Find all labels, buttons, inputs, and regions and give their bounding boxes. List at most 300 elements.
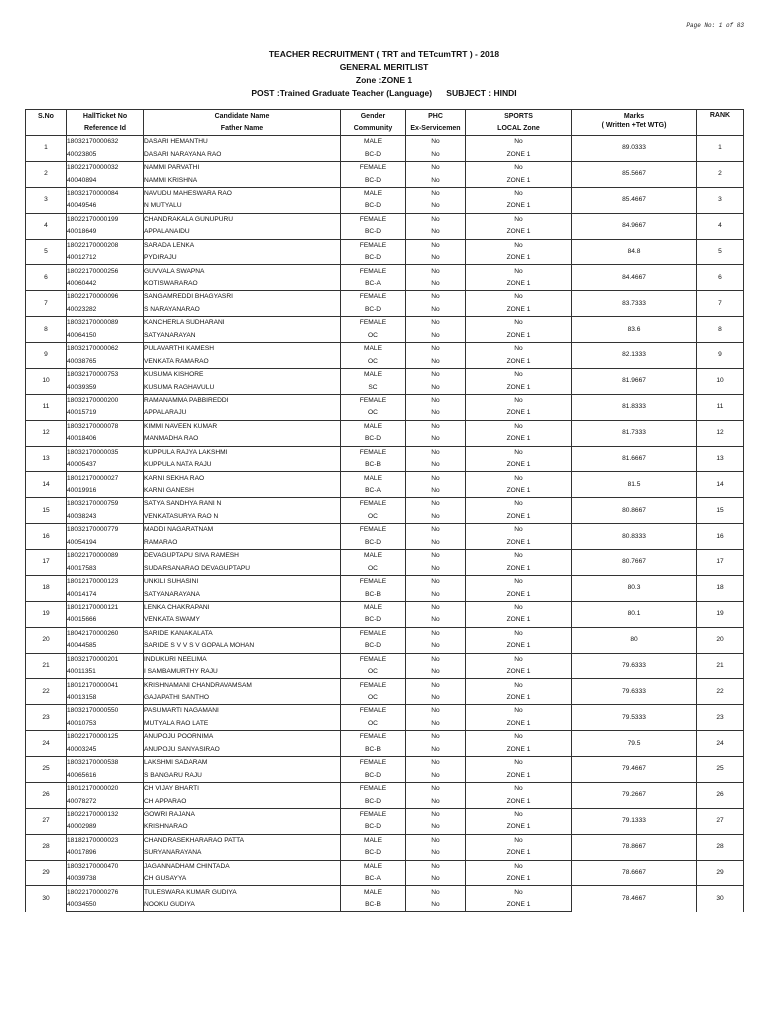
phc-cell: No xyxy=(406,782,466,795)
table-row xyxy=(26,161,744,174)
exservicemen-cell: No xyxy=(406,666,466,679)
candidate-name-cell: ANUPOJU POORNIMA xyxy=(144,731,341,744)
phc-cell: No xyxy=(406,394,466,407)
candidate-name-cell: LAKSHMI SADARAM xyxy=(144,757,341,770)
father-name-cell: ANUPOJU SANYASIRAO xyxy=(144,744,341,757)
col-reference-id-header: Reference Id xyxy=(67,123,144,136)
rank-cell: 5 xyxy=(697,239,744,265)
sno-cell: 12 xyxy=(26,420,67,446)
table-row xyxy=(26,291,744,304)
table-row xyxy=(26,731,744,744)
father-name-cell: SATYANARAYANA xyxy=(144,588,341,601)
candidate-name-cell: RAMANAMMA PABBIREDDI xyxy=(144,394,341,407)
rank-cell: 16 xyxy=(697,524,744,550)
page-number: Page No: 1 of 83 xyxy=(686,22,744,29)
rank-cell: 28 xyxy=(697,834,744,860)
community-cell: BC-D xyxy=(341,174,406,187)
community-cell: OC xyxy=(341,718,406,731)
sno-cell: 7 xyxy=(26,291,67,317)
marks-cell: 78.4667 xyxy=(572,886,697,912)
community-cell: BC-B xyxy=(341,588,406,601)
exservicemen-cell: No xyxy=(406,226,466,239)
phc-cell: No xyxy=(406,136,466,149)
hallticket-cell: 18032170000078 xyxy=(67,420,144,433)
father-name-cell: KUSUMA RAGHAVULU xyxy=(144,381,341,394)
hallticket-cell: 18022170000125 xyxy=(67,731,144,744)
exservicemen-cell: No xyxy=(406,537,466,550)
marks-cell: 81.8333 xyxy=(572,394,697,420)
exservicemen-cell: No xyxy=(406,304,466,317)
candidate-name-cell: TULESWARA KUMAR GUDIYA xyxy=(144,886,341,899)
local-zone-cell: ZONE 1 xyxy=(466,873,572,886)
sports-cell: No xyxy=(466,291,572,304)
hallticket-cell: 18022170000089 xyxy=(67,550,144,563)
community-cell: OC xyxy=(341,692,406,705)
reference-id-cell: 40049546 xyxy=(67,200,144,213)
community-cell: BC-D xyxy=(341,769,406,782)
rank-cell: 13 xyxy=(697,446,744,472)
phc-cell: No xyxy=(406,343,466,356)
sports-cell: No xyxy=(466,860,572,873)
reference-id-cell: 40044585 xyxy=(67,640,144,653)
table-row xyxy=(26,498,744,511)
reference-id-cell: 40023282 xyxy=(67,304,144,317)
reference-id-cell: 40013158 xyxy=(67,692,144,705)
candidate-name-cell: CHANDRAKALA GUNUPURU xyxy=(144,213,341,226)
father-name-cell: NOOKU GUDIYA xyxy=(144,899,341,912)
sno-cell: 10 xyxy=(26,368,67,394)
reference-id-cell: 40003245 xyxy=(67,744,144,757)
father-name-cell: DASARI NARAYANA RAO xyxy=(144,148,341,161)
community-cell: BC-B xyxy=(341,459,406,472)
candidate-name-cell: SANGAMREDDI BHAGYASRI xyxy=(144,291,341,304)
local-zone-cell: ZONE 1 xyxy=(466,537,572,550)
col-sports-header: SPORTS xyxy=(466,110,572,123)
exservicemen-cell: No xyxy=(406,174,466,187)
table-row xyxy=(26,136,744,149)
father-name-cell: KRISHNARAO xyxy=(144,821,341,834)
table-row xyxy=(26,524,744,537)
local-zone-cell: ZONE 1 xyxy=(466,355,572,368)
hallticket-cell: 18032170000062 xyxy=(67,343,144,356)
merit-list-table xyxy=(25,109,744,912)
exservicemen-cell: No xyxy=(406,330,466,343)
exservicemen-cell: No xyxy=(406,692,466,705)
candidate-name-cell: PULAVARTHI KAMESH xyxy=(144,343,341,356)
table-row xyxy=(26,420,744,433)
sno-cell: 25 xyxy=(26,757,67,783)
father-name-cell: PYDIRAJU xyxy=(144,252,341,265)
marks-cell: 78.8667 xyxy=(572,834,697,860)
sno-cell: 29 xyxy=(26,860,67,886)
local-zone-cell: ZONE 1 xyxy=(466,433,572,446)
phc-cell: No xyxy=(406,834,466,847)
rank-cell: 30 xyxy=(697,886,744,912)
father-name-cell: VENKATASURYA RAO N xyxy=(144,511,341,524)
sno-cell: 28 xyxy=(26,834,67,860)
zone-title: Zone :ZONE 1 xyxy=(355,75,413,85)
phc-cell: No xyxy=(406,472,466,485)
col-sno-header: S.No xyxy=(26,110,67,123)
reference-id-cell: 40017583 xyxy=(67,562,144,575)
father-name-cell: SARIDE S V V S V GOPALA MOHAN xyxy=(144,640,341,653)
gender-cell: FEMALE xyxy=(341,705,406,718)
local-zone-cell: ZONE 1 xyxy=(466,744,572,757)
candidate-name-cell: GUVVALA SWAPNA xyxy=(144,265,341,278)
reference-id-cell: 40060442 xyxy=(67,278,144,291)
table-body xyxy=(26,136,744,912)
hallticket-cell: 18032170000779 xyxy=(67,524,144,537)
table-row xyxy=(26,782,744,795)
table-row xyxy=(26,213,744,226)
rank-cell: 7 xyxy=(697,291,744,317)
father-name-cell: KOTISWARARAO xyxy=(144,278,341,291)
community-cell: BC-D xyxy=(341,304,406,317)
table-row xyxy=(26,886,744,899)
table-row xyxy=(26,394,744,407)
hallticket-cell: 18022170000208 xyxy=(67,239,144,252)
reference-id-cell: 40023805 xyxy=(67,148,144,161)
rank-cell: 3 xyxy=(697,187,744,213)
rank-cell: 15 xyxy=(697,498,744,524)
local-zone-cell: ZONE 1 xyxy=(466,278,572,291)
rank-cell: 6 xyxy=(697,265,744,291)
hallticket-cell: 18022170000256 xyxy=(67,265,144,278)
table-row xyxy=(26,265,744,278)
col-gender-header: Gender xyxy=(341,110,406,123)
phc-cell: No xyxy=(406,420,466,433)
gender-cell: MALE xyxy=(341,136,406,149)
gender-cell: MALE xyxy=(341,860,406,873)
marks-cell: 79.6333 xyxy=(572,679,697,705)
sno-cell: 1 xyxy=(26,136,67,162)
exservicemen-cell: No xyxy=(406,769,466,782)
exservicemen-cell: No xyxy=(406,355,466,368)
marks-cell: 83.7333 xyxy=(572,291,697,317)
sports-cell: No xyxy=(466,782,572,795)
table-row xyxy=(26,860,744,873)
exservicemen-cell: No xyxy=(406,433,466,446)
reference-id-cell: 40038765 xyxy=(67,355,144,368)
col-hallticket-header: HallTicket No xyxy=(67,110,144,123)
community-cell: OC xyxy=(341,407,406,420)
table-row xyxy=(26,705,744,718)
candidate-name-cell: KARNI SEKHA RAO xyxy=(144,472,341,485)
sno-cell: 3 xyxy=(26,187,67,213)
phc-cell: No xyxy=(406,524,466,537)
gender-cell: FEMALE xyxy=(341,757,406,770)
exservicemen-cell: No xyxy=(406,407,466,420)
father-name-cell: KUPPULA NATA RAJU xyxy=(144,459,341,472)
candidate-name-cell: KANCHERLA SUDHARANI xyxy=(144,317,341,330)
sno-cell: 15 xyxy=(26,498,67,524)
phc-cell: No xyxy=(406,601,466,614)
table-row xyxy=(26,679,744,692)
candidate-name-cell: NAVUDU MAHESWARA RAO xyxy=(144,187,341,200)
table-row xyxy=(26,317,744,330)
community-cell: BC-D xyxy=(341,252,406,265)
hallticket-cell: 18032170000200 xyxy=(67,394,144,407)
phc-cell: No xyxy=(406,368,466,381)
community-cell: BC-D xyxy=(341,200,406,213)
phc-cell: No xyxy=(406,679,466,692)
rank-cell: 14 xyxy=(697,472,744,498)
reference-id-cell: 40005437 xyxy=(67,459,144,472)
rank-cell: 24 xyxy=(697,731,744,757)
table-row xyxy=(26,808,744,821)
community-cell: BC-D xyxy=(341,847,406,860)
sno-cell: 17 xyxy=(26,550,67,576)
gender-cell: MALE xyxy=(341,187,406,200)
candidate-name-cell: DEVAGUPTAPU SIVA RAMESH xyxy=(144,550,341,563)
gender-cell: FEMALE xyxy=(341,161,406,174)
marks-cell: 79.6333 xyxy=(572,653,697,679)
gender-cell: FEMALE xyxy=(341,782,406,795)
reference-id-cell: 40014174 xyxy=(67,588,144,601)
community-cell: BC-D xyxy=(341,614,406,627)
marks-cell: 84.4667 xyxy=(572,265,697,291)
father-name-cell: APPALARAJU xyxy=(144,407,341,420)
local-zone-cell: ZONE 1 xyxy=(466,381,572,394)
sports-cell: No xyxy=(466,187,572,200)
father-name-cell: APPALANAIDU xyxy=(144,226,341,239)
candidate-name-cell: KRISHNAMANI CHANDRAVAMSAM xyxy=(144,679,341,692)
marks-cell: 83.6 xyxy=(572,317,697,343)
sno-cell: 4 xyxy=(26,213,67,239)
sno-cell: 16 xyxy=(26,524,67,550)
gender-cell: FEMALE xyxy=(341,317,406,330)
sno-cell: 20 xyxy=(26,627,67,653)
gender-cell: FEMALE xyxy=(341,265,406,278)
hallticket-cell: 18032170000035 xyxy=(67,446,144,459)
rank-cell: 11 xyxy=(697,394,744,420)
local-zone-cell: ZONE 1 xyxy=(466,562,572,575)
community-cell: OC xyxy=(341,355,406,368)
community-cell: OC xyxy=(341,666,406,679)
sno-cell: 5 xyxy=(26,239,67,265)
sno-cell: 14 xyxy=(26,472,67,498)
phc-cell: No xyxy=(406,291,466,304)
exservicemen-cell: No xyxy=(406,278,466,291)
sports-cell: No xyxy=(466,886,572,899)
local-zone-cell: ZONE 1 xyxy=(466,847,572,860)
sports-cell: No xyxy=(466,808,572,821)
marks-cell: 81.9667 xyxy=(572,368,697,394)
sports-cell: No xyxy=(466,472,572,485)
rank-cell: 26 xyxy=(697,782,744,808)
gender-cell: FEMALE xyxy=(341,239,406,252)
father-name-cell: CH GUSAYYA xyxy=(144,873,341,886)
sports-cell: No xyxy=(466,705,572,718)
father-name-cell: SATYANARAYAN xyxy=(144,330,341,343)
marks-cell: 80.7667 xyxy=(572,550,697,576)
col-local-zone-header: LOCAL Zone xyxy=(466,123,572,136)
rank-cell: 17 xyxy=(697,550,744,576)
phc-cell: No xyxy=(406,808,466,821)
reference-id-cell: 40065616 xyxy=(67,769,144,782)
reference-id-cell: 40019916 xyxy=(67,485,144,498)
exservicemen-cell: No xyxy=(406,485,466,498)
marks-cell: 84.9667 xyxy=(572,213,697,239)
local-zone-cell: ZONE 1 xyxy=(466,252,572,265)
exservicemen-cell: No xyxy=(406,381,466,394)
marks-cell: 79.4667 xyxy=(572,757,697,783)
exservicemen-cell: No xyxy=(406,562,466,575)
rank-cell: 25 xyxy=(697,757,744,783)
candidate-name-cell: DASARI HEMANTHU xyxy=(144,136,341,149)
candidate-name-cell: JAGANNADHAM CHINTADA xyxy=(144,860,341,873)
community-cell: BC-D xyxy=(341,226,406,239)
marks-cell: 80 xyxy=(572,627,697,653)
gender-cell: FEMALE xyxy=(341,808,406,821)
father-name-cell: NAMMI KRISHNA xyxy=(144,174,341,187)
sports-cell: No xyxy=(466,679,572,692)
sports-cell: No xyxy=(466,368,572,381)
col-marks-header: Marks ( Written +Tet WTG) xyxy=(572,110,697,136)
sno-cell: 21 xyxy=(26,653,67,679)
marks-cell: 85.5667 xyxy=(572,161,697,187)
marks-cell: 80.8667 xyxy=(572,498,697,524)
community-cell: OC xyxy=(341,330,406,343)
rank-cell: 29 xyxy=(697,860,744,886)
local-zone-cell: ZONE 1 xyxy=(466,899,572,912)
post-subject-title: POST :Trained Graduate Teacher (Language) SUBJECT : HINDI xyxy=(251,88,517,98)
hallticket-cell: 18022170000276 xyxy=(67,886,144,899)
reference-id-cell: 40040894 xyxy=(67,174,144,187)
marks-cell: 81.7333 xyxy=(572,420,697,446)
table-row xyxy=(26,757,744,770)
local-zone-cell: ZONE 1 xyxy=(466,200,572,213)
father-name-cell: MUTYALA RAO LATE xyxy=(144,718,341,731)
community-cell: BC-B xyxy=(341,744,406,757)
table-row xyxy=(26,575,744,588)
sno-cell: 24 xyxy=(26,731,67,757)
father-name-cell: SUDARSANARAO DEVAGUPTAPU xyxy=(144,562,341,575)
table-row xyxy=(26,187,744,200)
sno-cell: 2 xyxy=(26,161,67,187)
rank-cell: 4 xyxy=(697,213,744,239)
community-cell: SC xyxy=(341,381,406,394)
rank-cell: 19 xyxy=(697,601,744,627)
sno-cell: 9 xyxy=(26,343,67,369)
hallticket-cell: 18022170000199 xyxy=(67,213,144,226)
local-zone-cell: ZONE 1 xyxy=(466,666,572,679)
hallticket-cell: 18032170000753 xyxy=(67,368,144,381)
exservicemen-cell: No xyxy=(406,744,466,757)
col-community-header: Community xyxy=(341,123,406,136)
hallticket-cell: 18022170000132 xyxy=(67,808,144,821)
candidate-name-cell: SARADA LENKA xyxy=(144,239,341,252)
reference-id-cell: 40002989 xyxy=(67,821,144,834)
marks-cell: 80.1 xyxy=(572,601,697,627)
sno-cell: 30 xyxy=(26,886,67,912)
exservicemen-cell: No xyxy=(406,718,466,731)
father-name-cell: SURYANARAYANA xyxy=(144,847,341,860)
local-zone-cell: ZONE 1 xyxy=(466,226,572,239)
reference-id-cell: 40015666 xyxy=(67,614,144,627)
gender-cell: FEMALE xyxy=(341,627,406,640)
reference-id-cell: 40012712 xyxy=(67,252,144,265)
table-header xyxy=(26,110,744,136)
rank-cell: 18 xyxy=(697,575,744,601)
hallticket-cell: 18012170000121 xyxy=(67,601,144,614)
rank-cell: 2 xyxy=(697,161,744,187)
candidate-name-cell: KUPPULA RAJYA LAKSHMI xyxy=(144,446,341,459)
father-name-cell: S NARAYANARAO xyxy=(144,304,341,317)
hallticket-cell: 18022170000032 xyxy=(67,161,144,174)
rank-cell: 27 xyxy=(697,808,744,834)
local-zone-cell: ZONE 1 xyxy=(466,485,572,498)
phc-cell: No xyxy=(406,498,466,511)
candidate-name-cell: LENKA CHAKRAPANI xyxy=(144,601,341,614)
phc-cell: No xyxy=(406,161,466,174)
sports-cell: No xyxy=(466,161,572,174)
gender-cell: MALE xyxy=(341,368,406,381)
reference-id-cell: 40038243 xyxy=(67,511,144,524)
hallticket-cell: 18032170000632 xyxy=(67,136,144,149)
sno-cell: 13 xyxy=(26,446,67,472)
table-row xyxy=(26,601,744,614)
hallticket-cell: 18012170000123 xyxy=(67,575,144,588)
hallticket-cell: 18032170000550 xyxy=(67,705,144,718)
community-cell: OC xyxy=(341,511,406,524)
sports-cell: No xyxy=(466,343,572,356)
phc-cell: No xyxy=(406,446,466,459)
exservicemen-cell: No xyxy=(406,821,466,834)
exservicemen-cell: No xyxy=(406,252,466,265)
local-zone-cell: ZONE 1 xyxy=(466,174,572,187)
father-name-cell: VENKATA SWAMY xyxy=(144,614,341,627)
exservicemen-cell: No xyxy=(406,847,466,860)
local-zone-cell: ZONE 1 xyxy=(466,718,572,731)
table-row xyxy=(26,472,744,485)
hallticket-cell: 18032170000759 xyxy=(67,498,144,511)
father-name-cell: I SAMBAMURTHY RAJU xyxy=(144,666,341,679)
marks-cell: 85.4667 xyxy=(572,187,697,213)
local-zone-cell: ZONE 1 xyxy=(466,330,572,343)
community-cell: OC xyxy=(341,562,406,575)
exservicemen-cell: No xyxy=(406,200,466,213)
local-zone-cell: ZONE 1 xyxy=(466,588,572,601)
exservicemen-cell: No xyxy=(406,795,466,808)
reference-id-cell: 40064150 xyxy=(67,330,144,343)
candidate-name-cell: KUSUMA KISHORE xyxy=(144,368,341,381)
candidate-name-cell: CHANDRASEKHARARAO PATTA xyxy=(144,834,341,847)
reference-id-cell: 40078272 xyxy=(67,795,144,808)
father-name-cell: CH APPARAO xyxy=(144,795,341,808)
hallticket-cell: 18042170000260 xyxy=(67,627,144,640)
sports-cell: No xyxy=(466,317,572,330)
gender-cell: FEMALE xyxy=(341,575,406,588)
father-name-cell: VENKATA RAMARAO xyxy=(144,355,341,368)
sports-cell: No xyxy=(466,550,572,563)
phc-cell: No xyxy=(406,757,466,770)
father-name-cell: MANMADHA RAO xyxy=(144,433,341,446)
hallticket-cell: 18022170000096 xyxy=(67,291,144,304)
hallticket-cell: 18012170000020 xyxy=(67,782,144,795)
col-rank-header: RANK xyxy=(697,110,744,136)
phc-cell: No xyxy=(406,187,466,200)
exservicemen-cell: No xyxy=(406,511,466,524)
rank-cell: 8 xyxy=(697,317,744,343)
gender-cell: MALE xyxy=(341,601,406,614)
hallticket-cell: 18032170000470 xyxy=(67,860,144,873)
gender-cell: FEMALE xyxy=(341,653,406,666)
sno-cell: 26 xyxy=(26,782,67,808)
local-zone-cell: ZONE 1 xyxy=(466,640,572,653)
phc-cell: No xyxy=(406,860,466,873)
gender-cell: MALE xyxy=(341,834,406,847)
